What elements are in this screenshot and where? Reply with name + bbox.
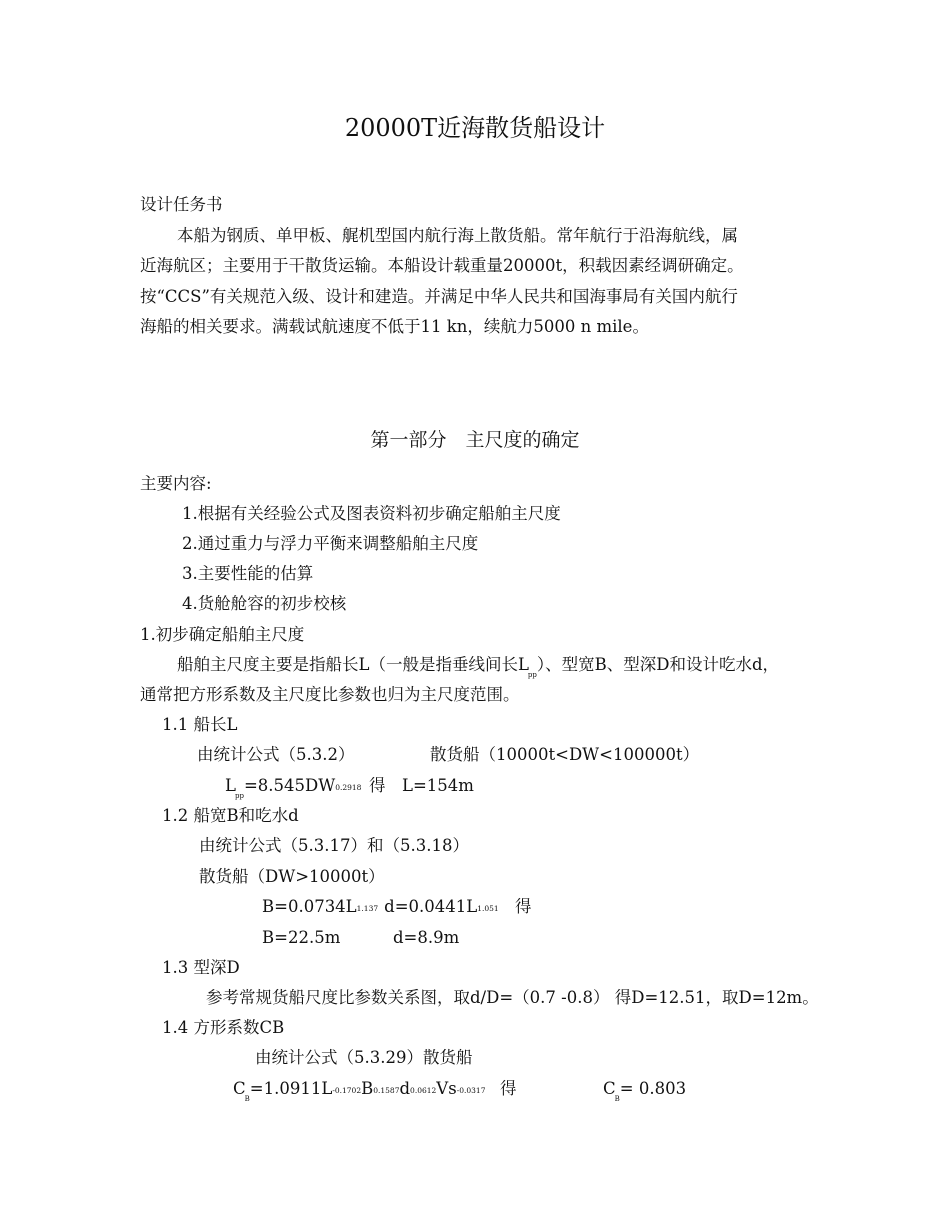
paragraph-text: ）、型宽B、型深D和设计吃水d， (536, 655, 780, 674)
exponent: -0.1702 (332, 1086, 362, 1095)
exponent: 0.2918 (335, 783, 362, 792)
formula-text: =1.0911L (249, 1079, 333, 1098)
result-label: 得 (515, 897, 532, 916)
part1-title: 第一部分 主尺度的确定 (370, 429, 580, 451)
exponent: 1.051 (477, 904, 499, 913)
subscript-pp: pp (234, 792, 244, 800)
formula-text: =8.545DW (243, 776, 336, 795)
intro-line-4: 海船的相关要求。满载试航速度不低于11 kn，续航力5000 n mile。 (140, 317, 649, 336)
exponent: 0.1587 (373, 1086, 400, 1095)
main-content-label: 主要内容: (140, 474, 212, 493)
main-content-item: 2.通过重力与浮力平衡来调整船舶主尺度 (182, 534, 479, 553)
section-1-2-formula-source: 由统计公式（5.3.17）和（5.3.18） (199, 836, 469, 855)
main-content-item: 3.主要性能的估算 (182, 564, 314, 583)
formula-text: d (399, 1079, 411, 1098)
intro-line-3: 按“CCS”有关规范入级、设计和建造。并满足中华人民共和国海事局有关国内航行 (140, 287, 738, 306)
paragraph-text: 船舶主尺度主要是指船长L（一般是指垂线间长L (177, 655, 529, 674)
exponent: 1.137 (356, 904, 379, 913)
task-heading: 设计任务书 (140, 195, 223, 214)
formula-symbol: C (233, 1079, 246, 1098)
formula-text: d=0.0441L (384, 897, 478, 916)
section-1-1-ship-type: 散货船（10000t<DW<100000t） (430, 745, 700, 764)
section1-paragraph-line-1 (177, 655, 780, 679)
section1-heading: 1.初步确定船舶主尺度 (140, 625, 305, 644)
formula-b-d (262, 897, 499, 917)
result-d: d=8.9m (393, 928, 460, 947)
section-1-3-text: 参考常规货船尺度比参数关系图，取d/D=（0.7 -0.8） 得D=12.51，取D=12m。 (206, 988, 819, 1007)
subscript-pp: pp (527, 671, 537, 679)
subscript-b: B (244, 1095, 250, 1103)
result-b: B=22.5m (262, 928, 341, 947)
result-cb (603, 1079, 687, 1103)
section-1-4-formula-source: 由统计公式（5.3.29）散货船 (255, 1048, 473, 1067)
subscript-b: B (614, 1095, 620, 1103)
section-1-1-heading: 1.1 船长L (162, 715, 238, 734)
section-1-4-heading: 1.4 方形系数CB (162, 1018, 285, 1037)
formula-text: Vs (436, 1079, 457, 1098)
intro-line-2: 近海航区；主要用于干散货运输。本船设计载重量20000t，积载因素经调研确定。 (140, 256, 744, 275)
formula-symbol: L (225, 776, 236, 795)
formula-text: B=0.0734L (262, 897, 357, 916)
main-content-item: 4.货舱舱容的初步校核 (182, 594, 347, 613)
section-1-2-heading: 1.2 船宽B和吃水d (162, 806, 299, 825)
formula-lpp (225, 776, 362, 800)
result-label: 得 (500, 1079, 517, 1098)
section-1-1-result: 得 L=154m (369, 776, 474, 795)
section-1-3-heading: 1.3 型深D (162, 958, 240, 977)
section-1-2-ship-type: 散货船（DW>10000t） (199, 867, 385, 886)
main-content-item: 1.根据有关经验公式及图表资料初步确定船舶主尺度 (182, 504, 561, 523)
document-title: 20000T近海散货船设计 (344, 114, 606, 142)
section-1-1-formula-source: 由统计公式（5.3.2） (197, 745, 355, 764)
intro-line-1: 本船为钢质、单甲板、艉机型国内航行海上散货船。常年航行于沿海航线，属 (177, 226, 738, 245)
formula-symbol: C (603, 1079, 616, 1098)
exponent: 0.0612 (410, 1086, 437, 1095)
result-value: = 0.803 (619, 1079, 687, 1098)
section1-paragraph-line-2: 通常把方形系数及主尺度比参数也归为主尺度范围。 (140, 685, 520, 704)
formula-text: B (361, 1079, 374, 1098)
formula-cb (233, 1079, 486, 1103)
exponent: -0.0317 (456, 1086, 486, 1095)
